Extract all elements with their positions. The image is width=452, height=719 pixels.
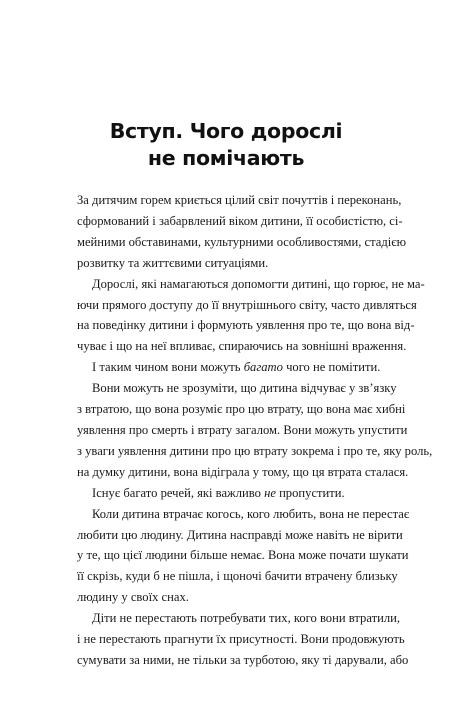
text-run: І таким чином вони можуть (92, 360, 244, 375)
paragraph (77, 504, 410, 609)
text-run: Існує багато речей, які важливо (92, 485, 265, 500)
text-line: людину у своїх снах. (77, 590, 189, 605)
chapter-title (0, 118, 452, 172)
text-run: пропустити. (275, 485, 345, 500)
text-line: За дитячим горем криється цілий світ почуттів і переконань, (77, 193, 402, 207)
text-line: сумувати за ними, не тільки за турботою, яку ті дарували, або (77, 652, 409, 667)
text-line: ючи прямого доступу до її внутрішнього світу, часто дивляться (77, 297, 417, 312)
paragraph (77, 378, 433, 483)
paragraph (77, 483, 381, 504)
body-text (77, 190, 433, 671)
text-line: Діти не перестають потребувати тих, кого вони втратили, (92, 611, 400, 626)
text-line: і не перестають прагнути їх присутності. Вони продовжують (77, 632, 405, 647)
text-line: Дорослі, які намагаються допомогти дитині, що горює, не ма- (92, 276, 425, 291)
emphasis-text: не (264, 485, 276, 500)
paragraph (77, 190, 407, 274)
text-line: її скрізь, куди б не пішла, і щоночі бачити втрачену близьку (77, 569, 398, 584)
text-line: у те, що цієї людини більше немає. Вона може почати шукати (77, 548, 409, 563)
text-line: чуває і що на неї впливає, спираючись на зовнішні враження. (77, 339, 407, 354)
text-line (77, 483, 381, 504)
text-line: любити цю людину. Дитина насправді може навіть не вірити (77, 527, 403, 542)
text-line: сформований і забарвлений віком дитини, її особистістю, сі- (77, 213, 403, 228)
text-line: з втратою, що вона розуміє про цю втрату, що вона має хибні (77, 402, 406, 417)
text-line: на думку дитини, вона відіграла у тому, що ця втрата сталася. (77, 464, 409, 479)
chapter-title-line-2: не помічають (147, 146, 305, 170)
text-run: чого не помітити. (282, 360, 381, 375)
chapter-title-line-1: Вступ. Чого дорослі (109, 119, 343, 143)
paragraph (77, 608, 409, 671)
paragraph (77, 357, 381, 378)
text-line (77, 357, 381, 378)
paragraph (77, 274, 425, 358)
text-line: уявлення про смерть і втрату загалом. Вони можуть упустити (77, 422, 408, 437)
text-line: мейними обставинами, культурними особливостями, стадією (77, 234, 407, 249)
text-line: з уваги уявлення дитини про цю втрату зокрема і про те, яку роль, (77, 443, 433, 458)
text-line: розвитку та життєвими ситуаціями. (77, 255, 269, 270)
text-line: Вони можуть не зрозуміти, що дитина відчуває у зв’язку (92, 381, 397, 396)
text-line: Коли дитина втрачає когось, кого любить, вона не перестає (92, 506, 410, 521)
emphasis-text: багато (243, 360, 283, 375)
text-line: на поведінку дитини і формують уявлення про те, що вона від- (77, 318, 415, 333)
